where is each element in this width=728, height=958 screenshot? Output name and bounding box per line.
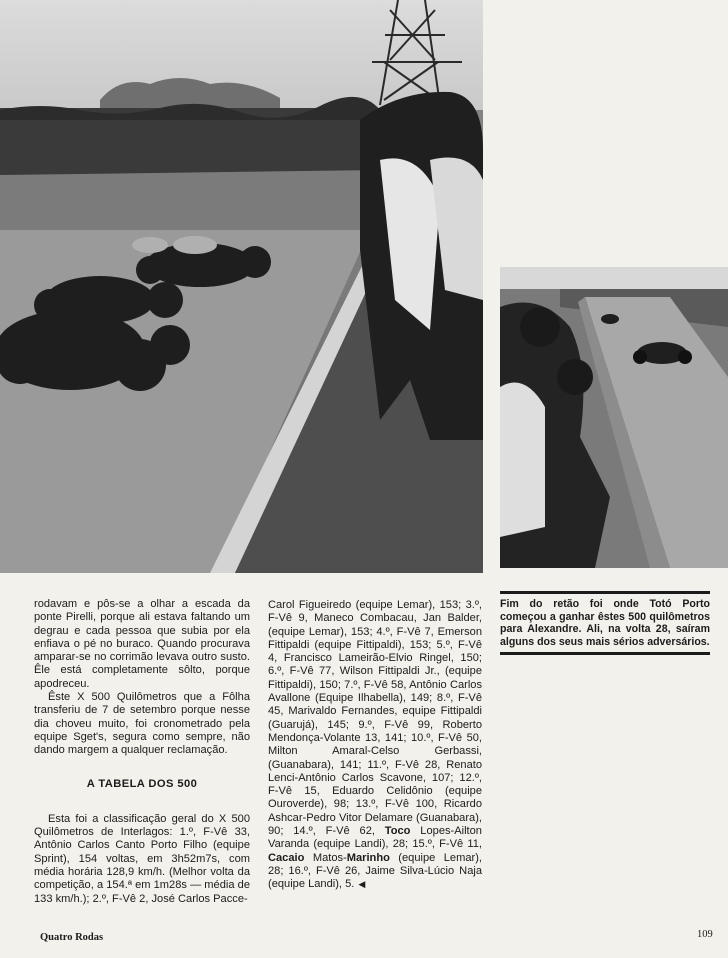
text-run: (equipe Lemar), 28; 16.º, F-Vê 26, Jaime Silva-Lúcio Naja (equipe Landi), 5. [268,851,482,891]
text-run: Carol Figueiredo (equipe Lemar), 153; 3.º, F-Vê 9, Maneco Combacau, Jan Balder, (equipe Lemar), 153; 4.º, F-Vê 7, Emerson Fittipaldi (equipe Fittipaldi), 153; 5.º, F-Vê 4, Francisco Lameirão-Elvio Ringel, 150; 6.º, F-Vê 77, Wilson Fittipaldi Jr., (equipe Fittipaldi), 150; 7.º, F-Vê 58, Antônio Carlos Avallone (Equipe Ilhabella), 149; 8.º, F-Vê 45, Marivaldo Fernandes, equipe Fittipaldi (Guarujá), 145; 9.º, F-Vê 99, Roberto Mendonça-Volante 13, 141; 10.º, F-Vê 50, Milton Amaral-Celso Gerbassi, (Guanabara), 141; 11.º, F-Vê 28, Renato Lenci-Antônio Carlos Scavone, 107; 12.º, F-Vê 15, Eduardo Celidônio (equipe Ouroverde), 98; 13.º, F-Vê 100, Ricardo Ashcar-Pedro Vitor Delamare (Guanabara), 90; 14.º, F-Vê 62, [268,599,482,838]
magazine-name: Quatro Rodas [40,932,104,943]
paragraph: Esta foi a classificação geral do X 500 Quilômetros de Interlagos: 1.º, F-Vê 33, Antônio Carlos Canto Porto Filho (equipe Sprint), 154 voltas, em 3h52m7s, com média horária 128,9 km/h. (Melhor volta da competição, a 154.ª em 1m28s — média de 133 km/h.); 2.º, F-Vê 2, José Carlos Pacce- [34,812,250,905]
photo-caption-box [500,591,710,655]
race-photo-main [0,0,483,573]
article-column-1 [34,598,250,906]
paragraph: Êste X 500 Quilômetros que a Fôlha transferiu de 7 de setembro porque nesse dia choveu muito, foi cronometrado pela equipe Sget's, segura como sempre, não dando margem a qualquer reclamação. [34,691,250,757]
caption-rule-top [500,591,710,594]
race-photo-side [500,267,728,568]
article-column-2 [268,599,482,892]
page-number: 109 [697,929,713,940]
photo-caption: Fim do retão foi onde Totó Porto começou a ganhar êstes 500 quilômetros para Alexandre. Ali, na volta 28, saíram alguns dos seus mais sérios adversários. [500,598,710,648]
bold-name: Marinho [346,851,390,864]
paragraph: rodavam e pôs-se a olhar a escada da ponte Pirelli, porque ali estava faltando um degrau e cada pessoa que subia por ela enfiava o pé no buraco. Quando procurava amparar-se no corrimão levava outro susto. Êle está completamente sôlto, porque apodreceu. [34,598,250,690]
section-heading: A TABELA DOS 500 [86,777,198,790]
bold-name: Cacaio [268,851,305,864]
paragraph [268,599,482,892]
bold-name: Toco [384,825,411,838]
caption-rule-bottom [500,652,710,655]
end-of-article-icon: ◀ [358,879,366,890]
text-run: Lopes-Ailton Varanda (equipe Landi), 28; 15.º, F-Vê 11, [268,825,482,851]
text-run: Matos- [304,851,347,864]
